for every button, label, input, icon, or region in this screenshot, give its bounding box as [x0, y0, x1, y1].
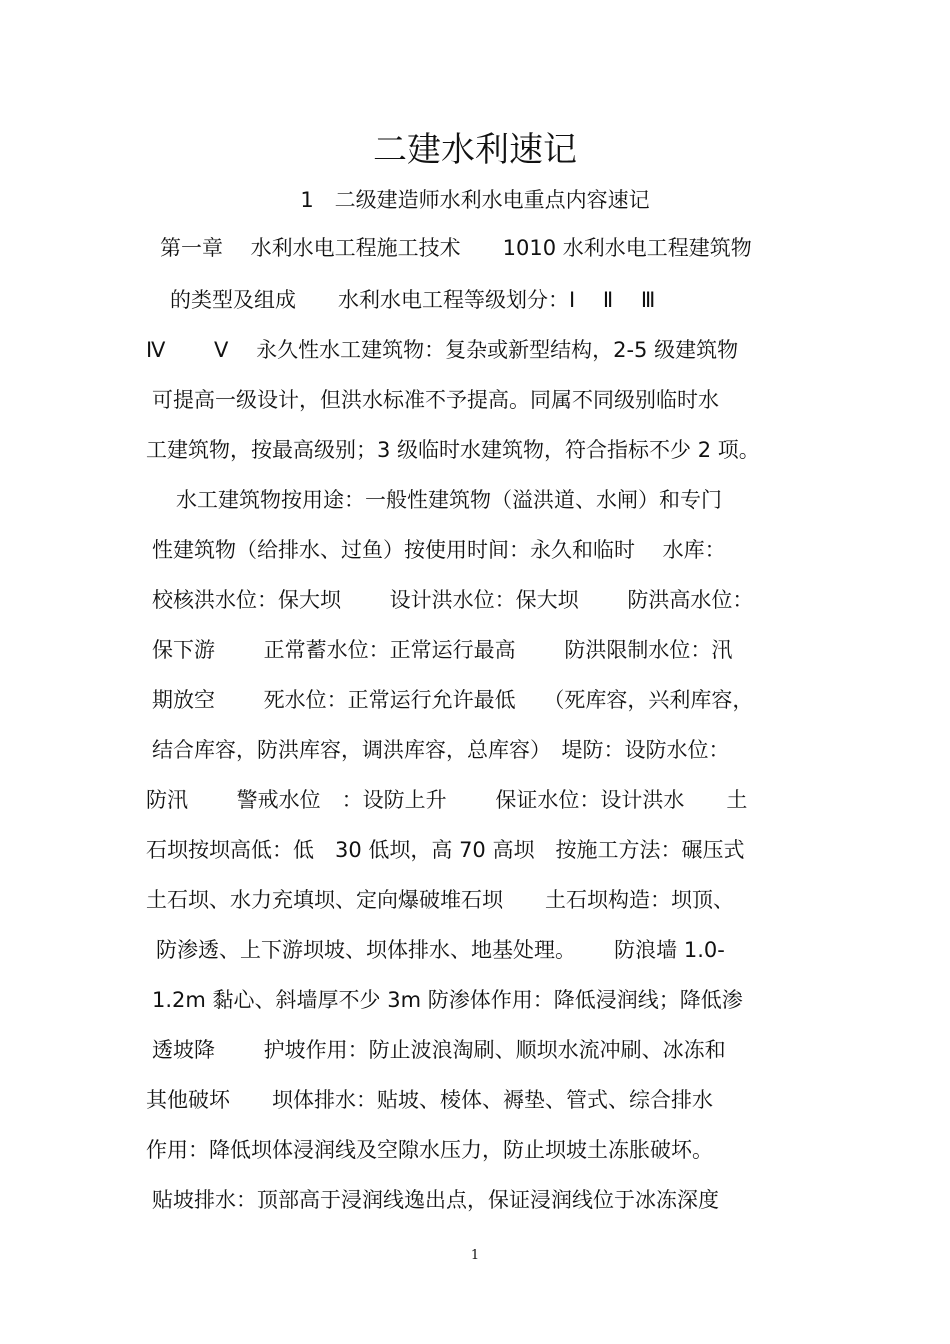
body-line: 防渗透、上下游坝坡、坝体排水、地基处理。 防浪墙 1.0-: [156, 938, 725, 962]
document-title: 二建水利速记: [373, 130, 577, 170]
body-line: 性建筑物（给排水、过鱼）按使用时间：永久和临时 水库：: [152, 538, 726, 562]
body-line: 水工建筑物按用途：一般性建筑物（溢洪道、水闸）和专门: [176, 488, 722, 512]
body-line: 防汛 警戒水位 ：设防上升 保证水位：设计洪水 土: [146, 788, 748, 812]
body-line: 作用：降低坝体浸润线及空隙水压力，防止坝坡土冻胀破坏。: [146, 1138, 713, 1162]
body-line: 土石坝、水力充填坝、定向爆破堆石坝 土石坝构造：坝顶、: [146, 888, 734, 912]
body-line: 的类型及组成 水利水电工程等级划分：Ⅰ Ⅱ Ⅲ: [170, 288, 656, 312]
body-line: 期放空 死水位：正常运行允许最低 （死库容，兴利库容，: [152, 688, 754, 712]
body-line: 可提高一级设计，但洪水标准不予提高。同属不同级别临时水: [152, 388, 719, 412]
body-line: 贴坡排水：顶部高于浸润线逸出点，保证浸润线位于冰冻深度: [152, 1188, 719, 1212]
body-line: 其他破坏 坝体排水：贴坡、棱体、褥垫、管式、综合排水: [146, 1088, 713, 1112]
body-line: 石坝按坝高低：低 30 低坝，高 70 高坝 按施工方法：碾压式: [146, 838, 745, 862]
body-line: 保下游 正常蓄水位：正常运行最高 防洪限制水位：汛: [152, 638, 733, 662]
body-line: 1.2m 黏心、斜墙厚不少 3m 防渗体作用：降低浸润线；降低渗: [152, 988, 743, 1012]
body-line: Ⅳ Ⅴ 永久性水工建筑物：复杂或新型结构，2-5 级建筑物: [146, 338, 739, 362]
body-line: 校核洪水位：保大坝 设计洪水位：保大坝 防洪高水位：: [152, 588, 754, 612]
body-line: 第一章 水利水电工程施工技术 1010 水利水电工程建筑物: [160, 236, 752, 260]
document-subtitle: 1 二级建造师水利水电重点内容速记: [300, 188, 650, 212]
body-line: 工建筑物，按最高级别；3 级临时水建筑物，符合指标不少 2 项。: [146, 438, 760, 462]
body-line: 结合库容，防洪库容，调洪库容，总库容） 堤防：设防水位：: [152, 738, 730, 762]
page-number: 1: [470, 1248, 480, 1263]
body-line: 透坡降 护坡作用：防止波浪淘刷、顺坝水流冲刷、冰冻和: [152, 1038, 726, 1062]
